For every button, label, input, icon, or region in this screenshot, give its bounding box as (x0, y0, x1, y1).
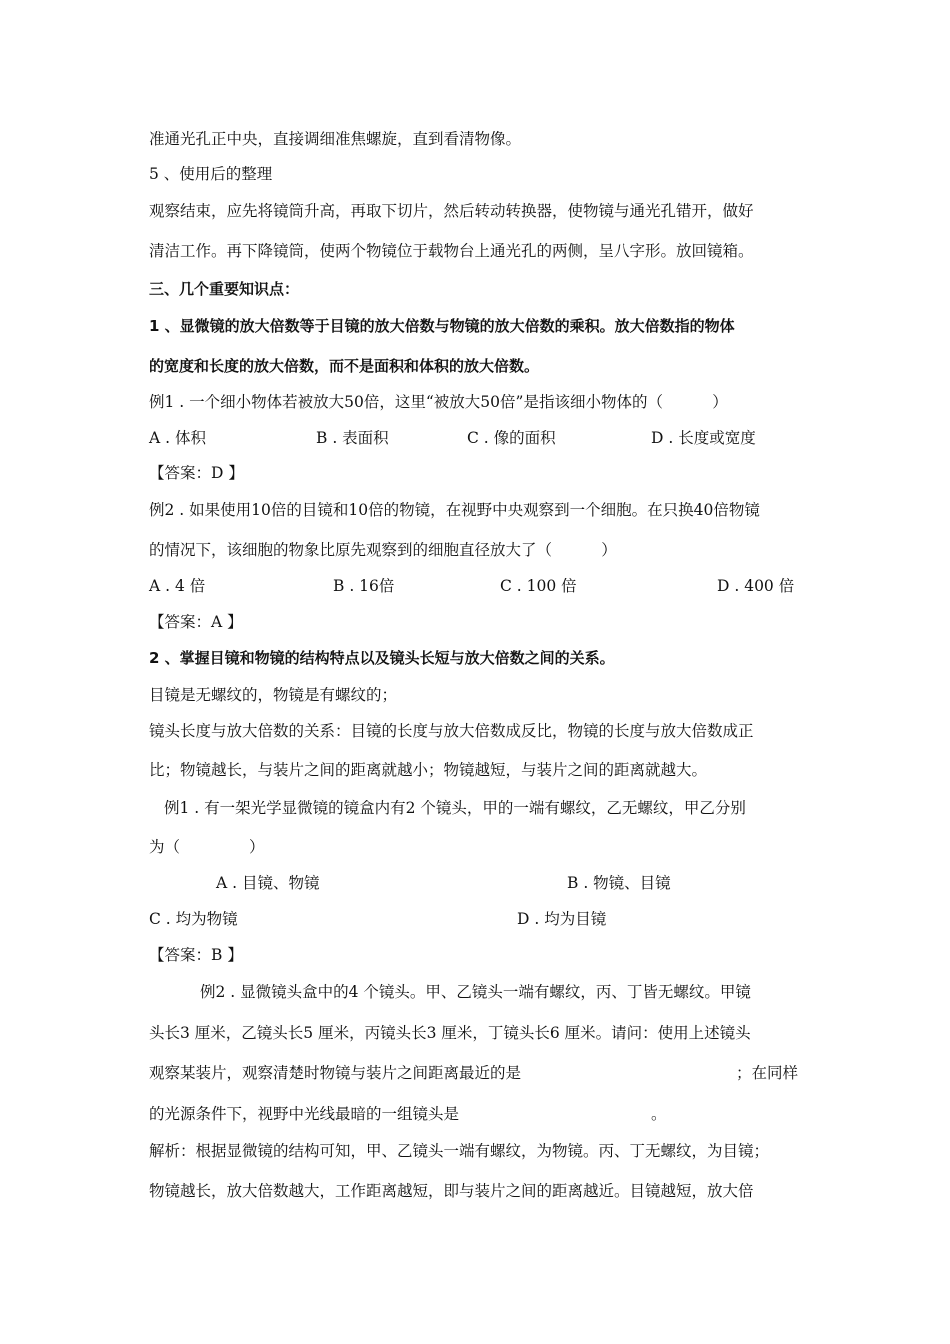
analysis-line: 解析：根据显微镜的结构可知，甲、乙镜头一端有螺纹，为物镜。丙、丁无螺纹，为目镜； (149, 1142, 770, 1160)
example-question-cont: 观察某装片，观察清楚时物镜与装片之间距离最近的是 (149, 1064, 522, 1082)
option-a: A . 目镜、物镜 (216, 874, 320, 892)
knowledge-point-1-cont: 的宽度和长度的放大倍数，而不是面积和体积的放大倍数。 (149, 357, 540, 375)
text-line: 清洁工作。再下降镜筒，使两个物镜位于载物台上通光孔的两侧，呈八字形。放回镜箱。 (149, 242, 754, 260)
example-question: 例2 . 如果使用10倍的目镜和10倍的物镜，在视野中央观察到一个细胞。在只换40倍物镜 (149, 501, 760, 519)
example-question-cont: ；在同样 (736, 1064, 799, 1082)
answer-line: 【答案：B 】 (149, 946, 243, 964)
option-d: D . 均为目镜 (517, 910, 607, 928)
text-line: 目镜是无螺纹的，物镜是有螺纹的； (149, 686, 398, 704)
option-a: A . 体积 (149, 429, 206, 447)
knowledge-point-1: 1 、显微镜的放大倍数等于目镜的放大倍数与物镜的放大倍数的乘积。放大倍数指的物体 (149, 317, 735, 335)
section-heading-5: 5 、使用后的整理 (149, 165, 273, 183)
example-question: 例2 . 显微镜头盒中的4 个镜头。甲、乙镜头一端有螺纹，丙、丁皆无螺纹。甲镜 (200, 983, 751, 1001)
knowledge-point-2: 2 、掌握目镜和物镜的结构特点以及镜头长短与放大倍数之间的关系。 (149, 649, 615, 667)
option-b: B . 表面积 (316, 429, 389, 447)
option-d: D . 长度或宽度 (651, 429, 756, 447)
example-question-cont: 的情况下，该细胞的物象比原先观察到的细胞直径放大了（ ） (149, 541, 617, 559)
example-question-cont: 为（ ） (149, 838, 265, 856)
text-line: 观察结束，应先将镜筒升高，再取下切片，然后转动转换器，使物镜与通光孔错开，做好 (149, 202, 754, 220)
option-a: A . 4 倍 (149, 577, 206, 595)
section-heading-3: 三、几个重要知识点： (149, 280, 300, 298)
answer-line: 【答案：D 】 (149, 464, 244, 482)
option-b: B . 16倍 (333, 577, 395, 595)
example-question-cont: 。 (651, 1105, 667, 1123)
answer-line: 【答案：A 】 (149, 613, 243, 631)
example-question: 例1 . 有一架光学显微镜的镜盒内有2 个镜头，甲的一端有螺纹，乙无螺纹，甲乙分别 (164, 799, 746, 817)
example-question-cont: 的光源条件下，视野中光线最暗的一组镜头是 (149, 1105, 460, 1123)
option-b: B . 物镜、目镜 (567, 874, 671, 892)
text-line: 镜头长度与放大倍数的关系：目镜的长度与放大倍数成反比，物镜的长度与放大倍数成正 (149, 722, 754, 740)
example-question: 例1 . 一个细小物体若被放大50倍，这里“被放大50倍”是指该细小物体的（ ） (149, 393, 728, 411)
option-c: C . 100 倍 (500, 577, 577, 595)
option-c: C . 像的面积 (467, 429, 556, 447)
text-line: 比；物镜越长，与装片之间的距离就越小；物镜越短，与装片之间的距离就越大。 (149, 761, 708, 779)
text-line: 准通光孔正中央，直接调细准焦螺旋，直到看清物像。 (149, 130, 522, 148)
analysis-line: 物镜越长，放大倍数越大，工作距离越短，即与装片之间的距离越近。目镜越短，放大倍 (149, 1182, 754, 1200)
option-d: D . 400 倍 (717, 577, 795, 595)
option-c: C . 均为物镜 (149, 910, 238, 928)
example-question-cont: 头长3 厘米，乙镜头长5 厘米，丙镜头长3 厘米，丁镜头长6 厘米。请问：使用上述镜头 (149, 1024, 751, 1042)
